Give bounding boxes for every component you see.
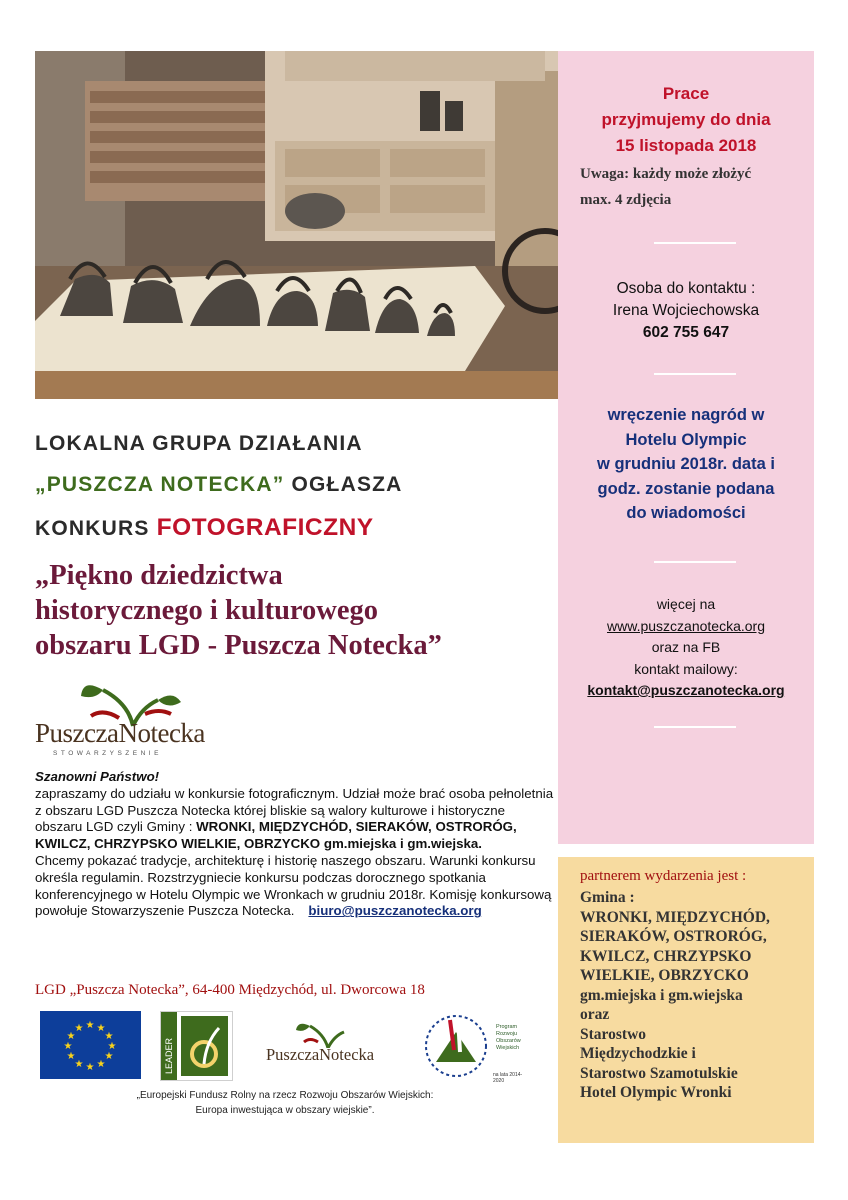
prow-logo xyxy=(420,1010,524,1084)
contact-email-link[interactable]: kontakt@puszczanotecka.org xyxy=(587,682,785,698)
deadline-text: Prace przyjmujemy do dnia 15 listopada 2018 xyxy=(601,84,771,155)
info-sidebar xyxy=(558,51,814,844)
communes-list: WRONKI, MIĘDZYCHÓD, SIERAKÓW, OSTRORÓG, KWILCZ, CHRZYPSKO WIELKIE, OBRZYCKO gm.miejska i gm.wiejska. xyxy=(35,819,517,852)
prow-flag-icon xyxy=(420,1010,496,1080)
svg-text:★: ★ xyxy=(85,1062,95,1073)
svg-text:★: ★ xyxy=(66,1051,76,1062)
more-info: więcej na www.puszczanotecka.org oraz na FB kontakt mailowy: kontakt@puszczanotecka.org xyxy=(558,594,814,702)
award-info: wręczenie nagród w Hotelu Olympic w grudniu 2018r. data i godz. zostanie podana do wiadomości xyxy=(597,406,775,522)
contact-block: Osoba do kontaktu : Irena Wojciechowska 602 755 647 xyxy=(558,278,814,344)
prow-text: Program Rozwoju Obszarów Wiejskich xyxy=(496,1024,521,1051)
puszcza-notecka-logo xyxy=(33,678,238,766)
svg-text:★: ★ xyxy=(85,1020,95,1031)
headline-org-name: „PUSZCZA NOTECKA” xyxy=(35,473,285,496)
prow-years: na lata 2014-2020 xyxy=(493,1072,523,1084)
svg-text:★: ★ xyxy=(74,1023,84,1034)
svg-text:★: ★ xyxy=(107,1041,117,1052)
headline-line-2: „PUSZCZA NOTECKA” OGŁASZA xyxy=(35,473,403,496)
address-line: LGD „Puszcza Notecka”, 64-400 Międzychód, ul. Dworcowa 18 xyxy=(35,982,425,998)
divider xyxy=(654,561,736,563)
leader-logo xyxy=(160,1011,233,1081)
divider xyxy=(654,242,736,244)
paragraph-2: Chcemy pokazać tradycje, architekturę i historię naszego obszaru. Warunki konkursu określa regulamin. Rozstrzygniecie konkursu podczas dorocznego spotkania konferencyjnego w Hotelu Olympic we Wronkach w grudniu 2018r. Komisję konkursową powołuje Stowarzyszenie Puszcza Notecka. biuro@puszczanotecka.org xyxy=(35,852,552,919)
puszcza-notecka-small-logo xyxy=(266,1020,391,1075)
svg-text:LEADER: LEADER xyxy=(164,1037,174,1074)
paragraph-1: zapraszamy do udziału w konkursie fotograficznym. Udział może brać osoba pełnoletnia z obszaru LGD Puszcza Notecka której bliskie są walory kulturowe i historyczne obszaru LGD czyli Gminy : WRONKI, MIĘDZYCHÓD, SIERAKÓW, OSTRORÓG, KWILCZ, CHRZYPSKO WIELKIE, OBRZYCKO gm.miejska i gm.wiejska. xyxy=(35,785,554,852)
svg-text:★: ★ xyxy=(104,1031,114,1042)
eu-footer-note: „Europejski Fundusz Rolny na rzecz Rozwoju Obszarów Wiejskich: Europa inwestująca w obszary wiejskie”. xyxy=(136,1090,434,1116)
divider xyxy=(654,726,736,728)
svg-text:★: ★ xyxy=(63,1041,73,1052)
partners-box xyxy=(558,857,814,1143)
leader-icon xyxy=(161,1012,232,1080)
logo-subtitle: STOWARZYSZENIE xyxy=(53,750,162,757)
logo-wordmark: PuszczaNotecka xyxy=(266,1045,375,1064)
svg-text:★: ★ xyxy=(96,1023,106,1034)
divider xyxy=(654,373,736,375)
contact-phone: 602 755 647 xyxy=(642,324,730,341)
headline-line-1: LOKALNA GRUPA DZIAŁANIA xyxy=(35,432,363,455)
irons-photo xyxy=(35,51,558,399)
headline-highlight: FOTOGRAFICZNY xyxy=(156,514,374,541)
invitation-text xyxy=(35,769,555,920)
svg-text:★: ★ xyxy=(74,1059,84,1070)
submission-note: Uwaga: każdy może złożyć max. 4 zdjęcia xyxy=(580,166,752,208)
contest-title: „Piękno dziedzictwa historycznego i kulturowego obszaru LGD - Puszcza Notecka” xyxy=(35,560,442,661)
logo-wordmark: PuszczaNotecka xyxy=(35,718,205,748)
svg-text:★: ★ xyxy=(96,1059,106,1070)
contact-name: Irena Wojciechowska xyxy=(612,302,760,319)
eu-flag-logo xyxy=(40,1011,141,1079)
svg-text:★: ★ xyxy=(66,1031,76,1042)
office-email-link[interactable]: biuro@puszczanotecka.org xyxy=(308,903,482,919)
svg-text:★: ★ xyxy=(104,1051,114,1062)
headline-line-3: KONKURS FOTOGRAFICZNY xyxy=(35,514,374,541)
leaf-icon xyxy=(266,1020,391,1048)
greeting: Szanowni Państwo! xyxy=(35,769,160,784)
partners-list: Gmina : WRONKI, MIĘDZYCHÓD, SIERAKÓW, OSTRORÓG, KWILCZ, CHRZYPSKO WIELKIE, OBRZYCKO gm.miejska i gm.wiejska oraz Starostwo Międzychodzkie i Starostwo Szamotulskie Hotel Olympic Wronki xyxy=(580,889,770,1101)
website-link[interactable]: www.puszczanotecka.org xyxy=(607,617,765,634)
eu-stars-icon xyxy=(40,1011,141,1079)
partners-intro: partnerem wydarzenia jest : xyxy=(580,868,747,884)
